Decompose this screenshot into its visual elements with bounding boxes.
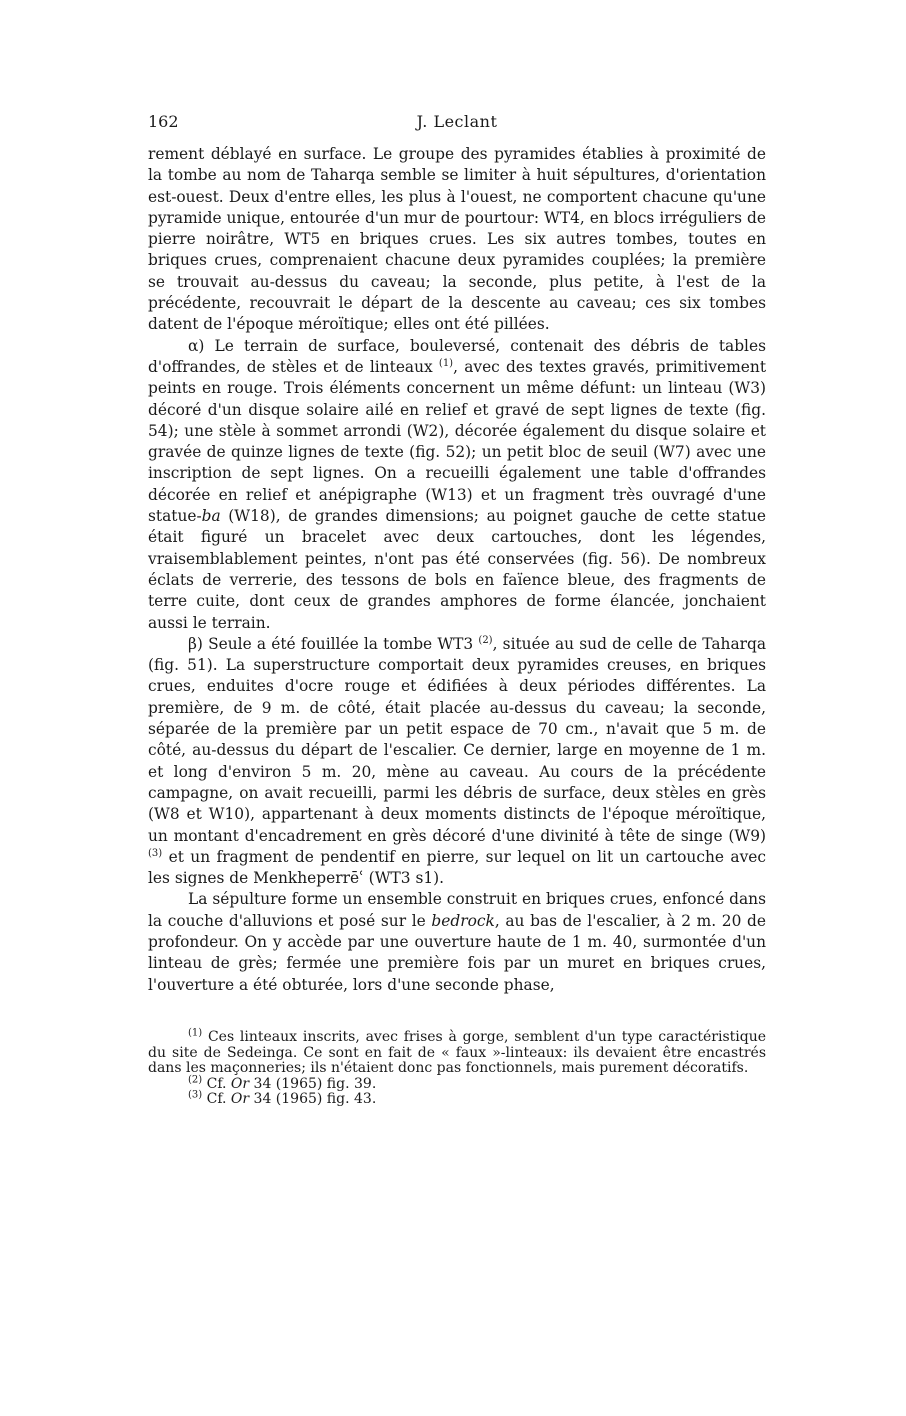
footnote-3-text-b: 34 (1965) fig. 43.	[249, 1091, 377, 1107]
paragraph-alpha-text-a: α) Le terrain de surface, bouleversé, contenait des débris de tables d'offrandes, de stèles et de linteaux	[148, 336, 766, 376]
page-number: 162	[148, 112, 179, 131]
italic-term-ba: ba	[201, 507, 221, 526]
paragraph-4-text-a: La sépulture forme un ensemble construit en briques crues, enfoncé dans la couche d'alluvions et posé sur le	[148, 890, 766, 930]
paragraph-4	[148, 889, 766, 995]
footnote-2-text-a: Cf.	[202, 1075, 231, 1092]
paragraph-beta	[148, 634, 766, 890]
paragraph-alpha-text-c: (W18), de grandes dimensions; au poignet gauche de cette statue était figuré un bracelet avec deux cartouches, dont les légendes, vraisemblablement peintes, n'ont pas été conservées (fig. 56). De nombreux éclats de verrerie, des tessons de bols en faïence bleue, des fragments de terre cuite, dont ceux de grandes amphores de forme élancée, jonchaient aussi le terrain.	[148, 507, 766, 632]
footnotes	[148, 1027, 766, 1108]
footnote-ref-2: (2)	[478, 634, 493, 646]
footnote-3-mark: (3)	[188, 1089, 203, 1101]
footnote-1-mark: (1)	[188, 1027, 203, 1039]
footnote-3-text-a: Cf.	[202, 1091, 231, 1107]
paragraph-alpha	[148, 336, 766, 634]
footnote-1	[148, 1027, 766, 1077]
body-text	[148, 144, 766, 996]
footnote-1-text: Ces linteaux inscrits, avec frises à gorge, semblent d'un type caractéristique du site de Sedeinga. Ce sont en fait de « faux »-linteaux: ils devaient être encastrés dans les maçonneries; ils n'étaient donc pas fonctionnels, mais purement décoratifs.	[148, 1029, 766, 1076]
paragraph-alpha-text-b: , avec des textes gravés, primitivement peints en rouge. Trois éléments concernent un même défunt: un linteau (W3) décoré d'un disque solaire ailé en relief et gravé de sept lignes de texte (fig. 54); une stèle à sommet arrondi (W2), décorée également du disque solaire et gravée de quinze lignes de texte (fig. 52); un petit bloc de seuil (W7) avec une inscription de sept lignes. On a recueilli également une table d'offrandes décorée en relief et anépigraphe (W13) et un fragment très ouvragé d'une statue-	[148, 357, 767, 526]
paragraph-1	[148, 144, 766, 336]
footnote-ref-1: (1)	[438, 357, 454, 369]
paragraph-beta-text-b: , située au sud de celle de Taharqa (fig. 51). La superstructure comportait deux pyramides creuses, en briques crues, enduites d'ocre rouge et édifiées à deux périodes différentes. La première, de 9 m. de côté, était placée au-dessus du caveau; la seconde, séparée de la première par un petit espace de 70 cm., n'avait que 5 m. de côté, au-dessus du départ de l'escalier. Ce dernier, large en moyenne de 1 m. et long d'environ 5 m. 20, mène au caveau. Au cours de la précédente campagne, on avait recueilli, parmi les débris de surface, deux stèles en grès (W8 et W10), appartenant à deux moments distincts de l'époque méroïtique, un montant d'encadrement en grès décoré d'une divinité à tête de singe (W9)	[148, 634, 766, 845]
footnote-ref-3: (3)	[148, 847, 163, 859]
footnote-2-mark: (2)	[188, 1073, 203, 1085]
paragraph-1-text: rement déblayé en surface. Le groupe des pyramides établies à proximité de la tombe au nom de Taharqa semble se limiter à huit sépultures, d'orientation est-ouest. Deux d'entre elles, les plus à l'ouest, ne comportent chacune qu'une pyramide unique, entourée d'un mur de pourtour: WT4, en blocs irréguliers de pierre noirâtre, WT5 en briques crues. Les six autres tombes, toutes en briques crues, comprenaient chacune deux pyramides couplées; la première se trouvait au-dessus du caveau; la seconde, plus petite, à l'est de la précédente, recouvrait le départ de la descente au caveau; ces six tombes datent de l'époque méroïtique; elles ont été pillées.	[148, 145, 766, 334]
paragraph-4-text-b: , au bas de l'escalier, à 2 m. 20 de profondeur. On y accède par une ouverture haute de 1 m. 40, surmontée d'un linteau de grès; fermée une première fois par un muret en briques crues, l'ouverture a été obturée, lors d'une seconde phase,	[148, 911, 766, 994]
running-head-author: J. Leclant	[416, 112, 498, 131]
footnote-3	[148, 1089, 766, 1108]
footnote-2-text-b: 34 (1965) fig. 39.	[249, 1075, 377, 1092]
footnote-3-journal: Or	[230, 1091, 250, 1107]
footnote-2	[148, 1073, 766, 1093]
paragraph-beta-text-c: et un fragment de pendentif en pierre, sur lequel on lit un cartouche avec les signes de Menkheperrēʿ (WT3 s1).	[148, 847, 766, 888]
page-header	[148, 112, 766, 136]
footnote-2-journal: Or	[230, 1075, 250, 1092]
italic-term-bedrock: bedrock	[431, 911, 495, 930]
paragraph-beta-text-a: β) Seule a été fouillée la tombe WT3	[188, 634, 479, 653]
